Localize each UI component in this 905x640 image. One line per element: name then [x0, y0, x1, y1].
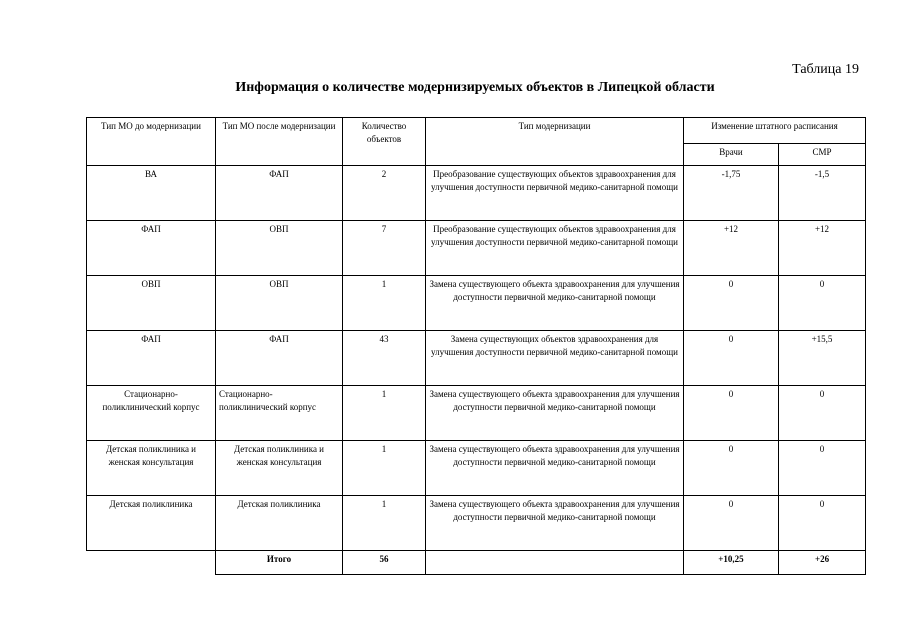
- table-number: Таблица 19: [792, 62, 859, 77]
- cell-type-before: ВА: [87, 166, 216, 221]
- cell-count: 1: [343, 276, 426, 331]
- total-row: [87, 551, 866, 575]
- cell-count: 2: [343, 166, 426, 221]
- cell-type-after: ФАП: [216, 331, 343, 386]
- cell-doctors: 0: [684, 441, 779, 496]
- cell-type-after: ФАП: [216, 166, 343, 221]
- cell-nurses: +15,5: [779, 331, 866, 386]
- cell-count: 1: [343, 441, 426, 496]
- cell-doctors: +12: [684, 221, 779, 276]
- cell-count: 43: [343, 331, 426, 386]
- cell-modernization: Замена существующего объекта здравоохранения для улучшения доступности первичной медико-санитарной помощи: [426, 441, 684, 496]
- cell-doctors: -1,75: [684, 166, 779, 221]
- table-row: [87, 331, 866, 386]
- header-count: Количество объектов: [343, 118, 426, 166]
- cell-type-before: Детская поликлиника и женская консультация: [87, 441, 216, 496]
- cell-modernization: Замена существующих объектов здравоохранения для улучшения доступности первичной медико-санитарной помощи: [426, 331, 684, 386]
- total-empty-cell: [87, 551, 216, 575]
- cell-nurses: 0: [779, 441, 866, 496]
- cell-type-before: Стационарно-поликлинический корпус: [87, 386, 216, 441]
- table-row: [87, 221, 866, 276]
- total-doctors: +10,25: [684, 551, 779, 575]
- header-type-after: Тип МО после модернизации: [216, 118, 343, 166]
- document-title: Информация о количестве модернизируемых объектов в Липецкой области: [235, 80, 715, 95]
- cell-modernization: Замена существующего объекта здравоохранения для улучшения доступности первичной медико-санитарной помощи: [426, 496, 684, 551]
- cell-type-after: ОВП: [216, 221, 343, 276]
- header-doctors: Врачи: [684, 144, 779, 166]
- cell-modernization: Замена существующего объекта здравоохранения для улучшения доступности первичной медико-санитарной помощи: [426, 386, 684, 441]
- cell-doctors: 0: [684, 386, 779, 441]
- cell-type-after: Детская поликлиника: [216, 496, 343, 551]
- cell-type-before: ФАП: [87, 331, 216, 386]
- cell-type-before: Детская поликлиника: [87, 496, 216, 551]
- cell-doctors: 0: [684, 276, 779, 331]
- cell-type-after: ОВП: [216, 276, 343, 331]
- total-label: Итого: [216, 551, 343, 575]
- cell-count: 1: [343, 386, 426, 441]
- cell-nurses: +12: [779, 221, 866, 276]
- cell-nurses: 0: [779, 386, 866, 441]
- objects-table: [86, 117, 866, 575]
- cell-nurses: 0: [779, 496, 866, 551]
- table-row: [87, 276, 866, 331]
- cell-modernization: Замена существующего объекта здравоохранения для улучшения доступности первичной медико-санитарной помощи: [426, 276, 684, 331]
- total-nurses: +26: [779, 551, 866, 575]
- cell-nurses: 0: [779, 276, 866, 331]
- cell-modernization: Преобразование существующих объектов здравоохранения для улучшения доступности первичной медико-санитарной помощи: [426, 166, 684, 221]
- header-row: [87, 118, 866, 144]
- total-count: 56: [343, 551, 426, 575]
- cell-doctors: 0: [684, 496, 779, 551]
- total-modernization-empty: [426, 551, 684, 575]
- cell-type-after: Стационарно-поликлинический корпус: [216, 386, 343, 441]
- header-modernization: Тип модернизации: [426, 118, 684, 166]
- header-nurses: СМР: [779, 144, 866, 166]
- cell-type-before: ОВП: [87, 276, 216, 331]
- table-row: [87, 441, 866, 496]
- cell-nurses: -1,5: [779, 166, 866, 221]
- table-row: [87, 166, 866, 221]
- cell-type-after: Детская поликлиника и женская консультация: [216, 441, 343, 496]
- table-row: [87, 386, 866, 441]
- cell-type-before: ФАП: [87, 221, 216, 276]
- table-row: [87, 496, 866, 551]
- cell-count: 7: [343, 221, 426, 276]
- header-type-before: Тип МО до модернизации: [87, 118, 216, 166]
- cell-doctors: 0: [684, 331, 779, 386]
- header-staff-change: Изменение штатного расписания: [684, 118, 866, 144]
- cell-modernization: Преобразование существующих объектов здравоохранения для улучшения доступности первичной медико-санитарной помощи: [426, 221, 684, 276]
- cell-count: 1: [343, 496, 426, 551]
